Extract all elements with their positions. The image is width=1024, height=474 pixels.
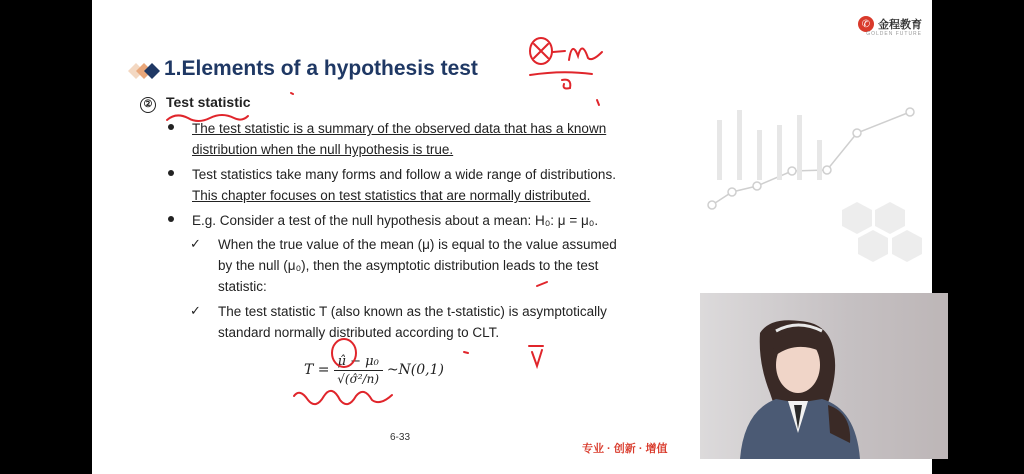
bullet-2-line-2: This chapter focuses on test statistics that are normally distributed. [192, 188, 591, 203]
bullet-2 [192, 164, 662, 206]
check-2-line-1: The test statistic T (also known as the t-statistic) is asymptotically [218, 304, 607, 319]
logo-icon: ✆ [858, 16, 874, 32]
background-decoration [692, 0, 932, 300]
page-number: 6-33 [390, 432, 411, 443]
logo [858, 16, 922, 32]
title-diamond-icon [122, 58, 162, 84]
bullet-dot [168, 170, 174, 176]
check-mark-icon: ✓ [190, 236, 201, 251]
check-item-1 [218, 234, 648, 297]
bullet-3-line-1: E.g. Consider a test of the null hypothesis about a mean: H₀: μ = μ₀. [192, 213, 599, 228]
webcam-video [700, 293, 948, 459]
presenter-avatar [700, 293, 948, 459]
bullet-3 [192, 210, 662, 231]
t-statistic-formula [304, 354, 444, 386]
formula-fraction [334, 354, 383, 386]
section-label: Test statistic [166, 94, 251, 110]
check-1-line-3: statistic: [218, 279, 267, 294]
bullet-1-line-1: The test statistic is a summary of the observed data that has a known [192, 121, 607, 136]
formula-denominator: √(σ̂²/n) [337, 372, 380, 386]
check-1-line-2: by the null (μ₀), then the asymptotic distribution leads to the test [218, 258, 599, 273]
logo-subtitle: GOLDEN FUTURE [866, 31, 922, 37]
bullet-dot [168, 216, 174, 222]
logo-name: 金程教育 [878, 19, 922, 31]
slogan: 专业 · 创新 · 增值 [582, 443, 668, 455]
bullet-2-line-1: Test statistics take many forms and follow a wide range of distributions. [192, 167, 616, 182]
check-mark-icon: ✓ [190, 303, 201, 318]
formula-numerator: μ̂ − μ₀ [334, 354, 383, 371]
formula-lhs: T = [304, 362, 330, 378]
page-title: 1.Elements of a hypothesis test [164, 57, 478, 80]
check-2-line-2: standard normally distributed according to CLT. [218, 325, 500, 340]
section-number: ② [140, 97, 156, 113]
section-heading [140, 94, 251, 113]
check-item-2 [218, 301, 648, 343]
bullet-1 [192, 118, 662, 160]
check-1-line-1: When the true value of the mean (μ) is equal to the value assumed [218, 237, 617, 252]
bullet-dot [168, 124, 174, 130]
formula-rhs: ~N(0,1) [386, 362, 444, 378]
bullet-1-line-2: distribution when the null hypothesis is true. [192, 142, 454, 157]
